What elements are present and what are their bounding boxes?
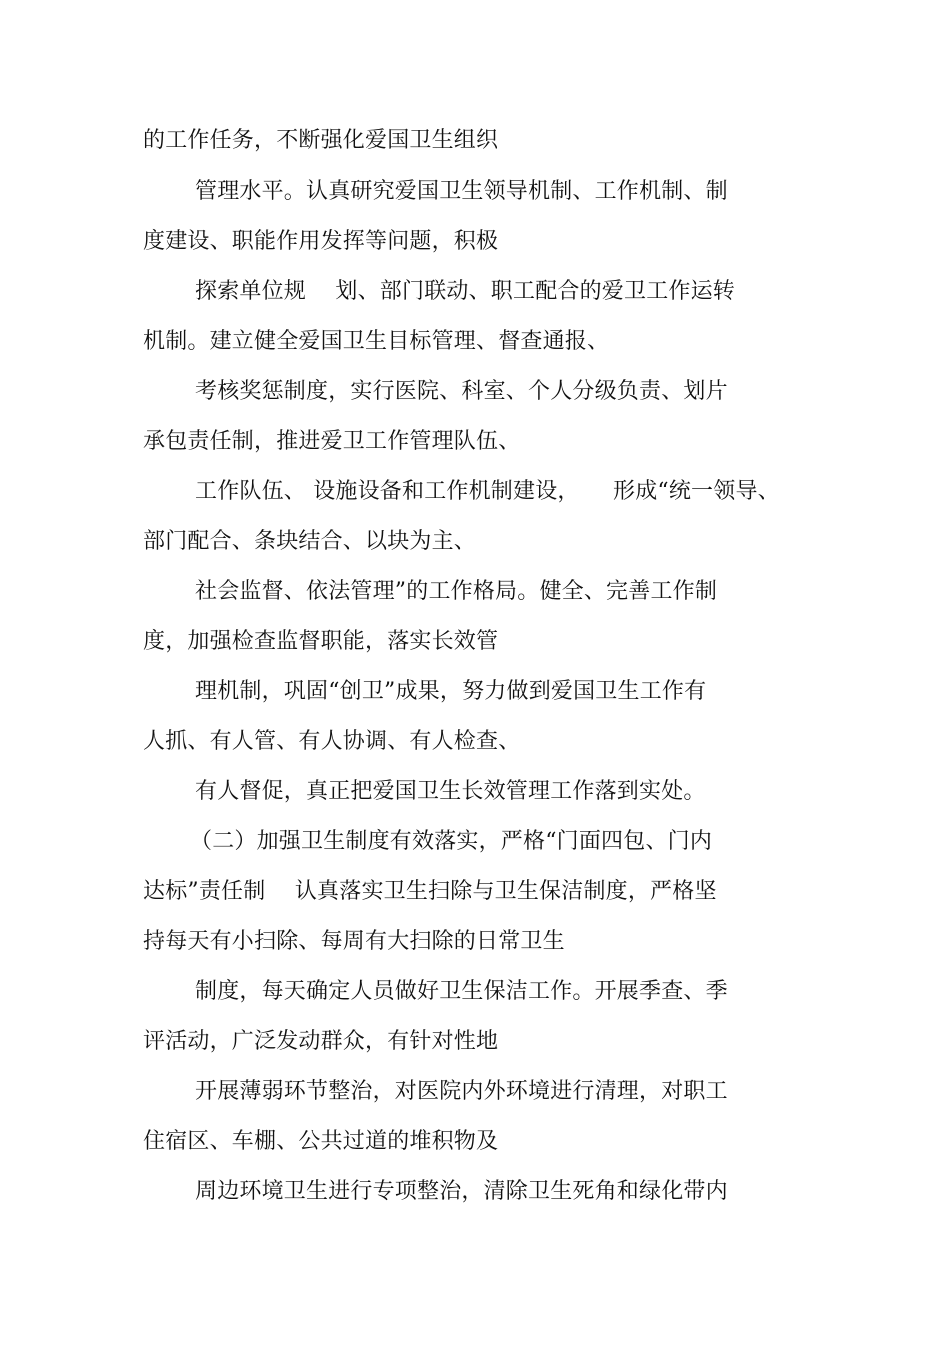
text-line: 管理水平。认真研究爱国卫生领导机制、工作机制、制: [195, 179, 728, 204]
text-line: 工作队伍、 设施设备和工作机制建设， 形成“统一领导、: [195, 479, 780, 504]
text-line: 住宿区、车棚、公共过道的堆积物及: [143, 1129, 499, 1154]
text-line: 人抓、有人管、有人协调、有人检查、: [143, 729, 521, 754]
text-line: 考核奖惩制度，实行医院、科室、个人分级负责、划片: [195, 379, 728, 404]
text-line: 开展薄弱环节整治，对医院内外环境进行清理，对职工: [195, 1079, 728, 1104]
text-line: 探索单位规 划、部门联动、职工配合的爱卫工作运转: [195, 279, 735, 304]
text-line: 的工作任务，不断强化爱国卫生组织: [143, 128, 499, 153]
text-line: 理机制，巩固“创卫”成果，努力做到爱国卫生工作有: [195, 679, 707, 704]
text-line: 评活动，广泛发动群众，有针对性地: [143, 1029, 499, 1054]
text-line: 部门配合、条块结合、以块为主、: [143, 529, 477, 554]
text-line: 承包责任制，推进爱卫工作管理队伍、: [143, 429, 521, 454]
text-line: 周边环境卫生进行专项整治，清除卫生死角和绿化带内: [195, 1179, 728, 1204]
text-line: 制度，每天确定人员做好卫生保洁工作。开展季查、季: [195, 979, 728, 1004]
text-line: 持每天有小扫除、每周有大扫除的日常卫生: [143, 929, 565, 954]
text-line: 达标”责任制 认真落实卫生扫除与卫生保洁制度，严格坚: [143, 879, 717, 904]
text-line: 社会监督、依法管理”的工作格局。健全、完善工作制: [195, 579, 718, 604]
text-line: 机制。建立健全爱国卫生目标管理、督查通报、: [143, 329, 610, 354]
text-line: 度建设、职能作用发挥等问题，积极: [143, 229, 499, 254]
section-heading-line: （二）加强卫生制度有效落实，严格“门面四包、门内: [190, 829, 713, 854]
text-line: 度，加强检查监督职能，落实长效管: [143, 629, 499, 654]
text-line: 有人督促，真正把爱国卫生长效管理工作落到实处。: [195, 779, 706, 804]
